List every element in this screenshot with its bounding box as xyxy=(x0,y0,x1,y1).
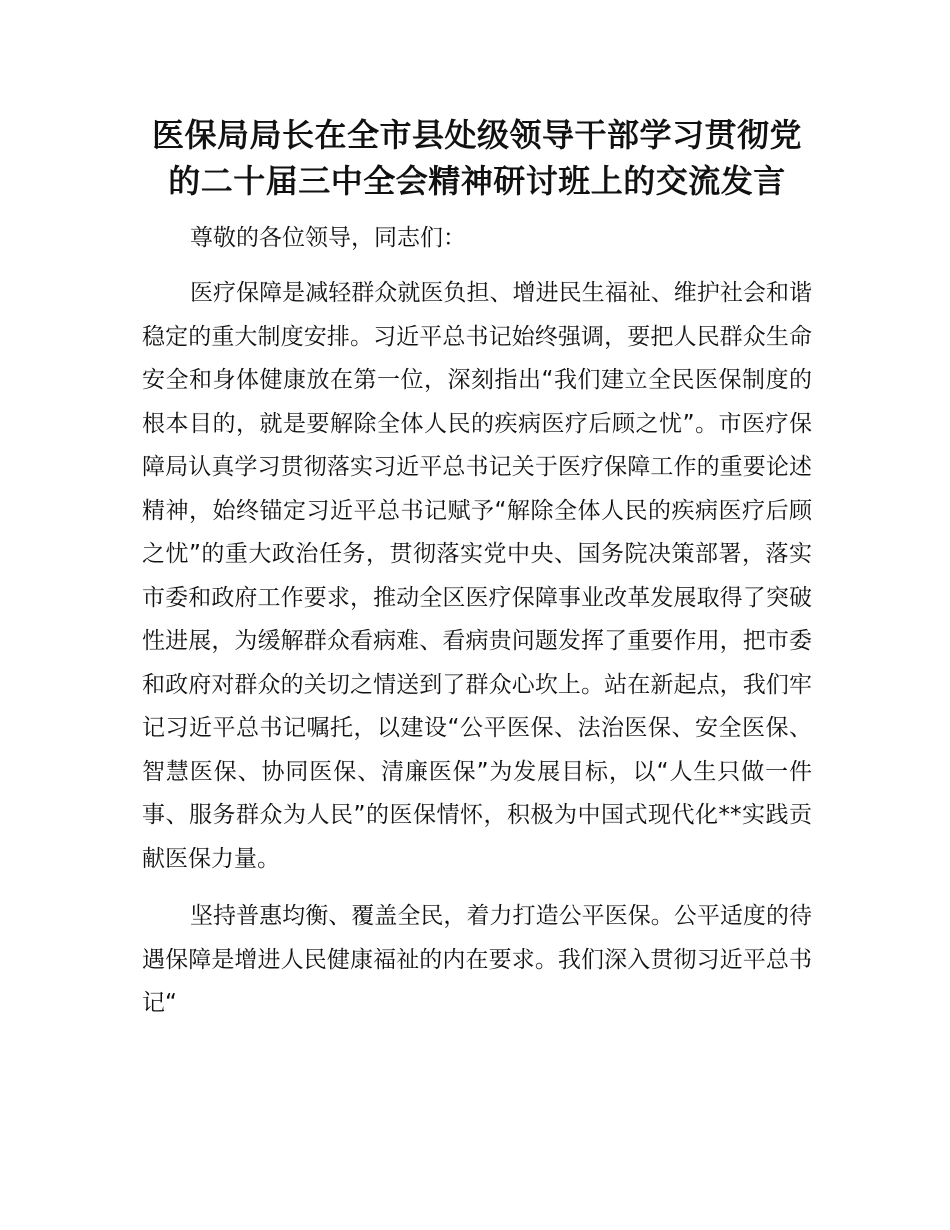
paragraph-2: 坚持普惠均衡、覆盖全民，着力打造公平医保。公平适度的待遇保障是增进人民健康福祉的内在要求。我们深入贯彻习近平总书记“ xyxy=(142,903,812,1016)
document-page xyxy=(142,112,812,1026)
paragraph-1: 医疗保障是减轻群众就医负担、增进民生福祉、维护社会和谐稳定的重大制度安排。习近平总书记始终强调，要把人民群众生命安全和身体健康放在第一位，深刻指出“我们建立全民医保制度的根本目的，就是要解除全体人民的疾病医疗后顾之忧”。市医疗保障局认真学习贯彻落实习近平总书记关于医疗保障工作的重要论述精神，始终锚定习近平总书记赋予“解除全体人民的疾病医疗后顾之忧”的重大政治任务，贯彻落实党中央、国务院决策部署，落实市委和政府工作要求，推动全区医疗保障事业改革发展取得了突破性进展，为缓解群众看病难、看病贵问题发挥了重要作用，把市委和政府对群众的关切之情送到了群众心坎上。站在新起点，我们牢记习近平总书记嘱托，以建设“公平医保、法治医保、安全医保、智慧医保、协同医保、清廉医保”为发展目标，以“人生只做一件事、服务群众为人民”的医保情怀，积极为中国式现代化**实践贡献医保力量。 xyxy=(142,280,812,872)
title-line-1: 医保局局长在全市县处级领导干部学习贯彻党 xyxy=(151,116,802,154)
salutation: 尊敬的各位领导，同志们： xyxy=(190,225,466,251)
document-title xyxy=(142,112,812,204)
title-line-2: 的二十届三中全会精神研讨班上的交流发言 xyxy=(168,162,786,200)
